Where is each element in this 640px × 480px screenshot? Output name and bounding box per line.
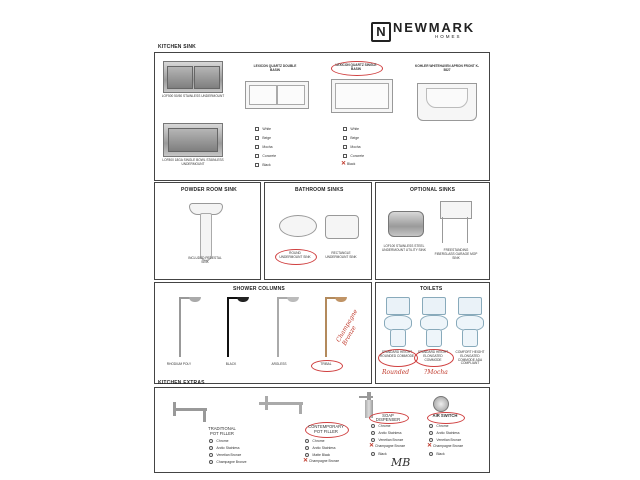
option-soap-black[interactable]: Black: [371, 452, 387, 456]
label-utility: LOF100 STAINLESS STEEL UNDERMOUNT UTILITY SINK: [382, 244, 426, 252]
logo-sub: HOMES: [435, 34, 462, 39]
sink-image-single-stainless: [163, 123, 223, 157]
sink-image-double-stainless: [163, 61, 223, 93]
option-trad-venetian[interactable]: Venetian Bronze: [209, 453, 241, 457]
label-lexicon-single: LEXICON QUARTZ SINGLE BASIN: [335, 63, 377, 71]
option-double-black[interactable]: Black: [255, 163, 271, 167]
label-toilet-1: STANDARD HEIGHT ROUNDED COMMODE: [380, 350, 414, 358]
toilet-image-2: [420, 297, 446, 347]
kitchen-sink-title: KITCHEN SINK: [158, 44, 196, 50]
option-double-white[interactable]: White: [255, 127, 271, 131]
label-lexicon-double: LEXICON QUARTZ DOUBLE BASIN: [253, 64, 297, 72]
utility-sink-image: [388, 211, 424, 237]
toilets-title: TOILETS: [420, 286, 443, 292]
air-switch-image: [433, 396, 449, 412]
handwritten-toilet-note-1: Rounded: [382, 369, 410, 376]
shower-columns-title: SHOWER COLUMNS: [233, 286, 285, 292]
kitchen-extras-title: KITCHEN EXTRAS: [158, 380, 205, 386]
bathroom-sinks-title: BATHROOM SINKS: [295, 187, 344, 193]
label-kohler: KOHLER WHITEHAVEN APRON FRONT K-5827: [415, 64, 479, 72]
label-lof500: LOF500 50/50 STAINLESS UNDERMOUNT: [161, 94, 225, 98]
handwritten-toilet-note-2: ?Mocha: [424, 369, 448, 376]
option-trad-chrome[interactable]: Chrome: [209, 439, 228, 443]
traditional-pot-filler-image: [173, 402, 207, 424]
check-x-icon: ✕: [369, 443, 375, 450]
logo-name: NEWMARK: [393, 20, 475, 35]
check-x-icon: ✕: [341, 161, 347, 168]
option-soap-arctic[interactable]: Arctic Stainless: [371, 431, 402, 435]
option-air-champagne[interactable]: ✕Champagne Bronze: [427, 443, 464, 450]
label-toilet-2: STANDARD HEIGHT ELONGATED COMMODE: [417, 350, 449, 362]
label-air: AIR SWITCH: [432, 413, 458, 418]
toilet-image-3: [456, 297, 482, 347]
selection-sheet-page: [146, 10, 490, 475]
handwritten-initials: MB: [391, 456, 411, 469]
check-x-icon: ✕: [303, 458, 309, 465]
label-soap: SOAP DISPENSER: [375, 413, 401, 422]
check-x-icon: ✕: [427, 443, 433, 450]
option-single-concrete[interactable]: Concrete: [343, 154, 364, 158]
garage-sink-image: [440, 201, 470, 243]
option-double-mocha[interactable]: Mocha: [255, 145, 273, 149]
sink-image-kohler-apron: [417, 83, 477, 121]
label-traditional: TRADITIONAL POT FILLER: [208, 426, 236, 436]
option-air-chrome[interactable]: Chrome: [429, 424, 448, 428]
powder-room-box: [154, 182, 261, 280]
optional-sinks-box: [375, 182, 490, 280]
shower-columns-box: SHOWER COLUMNS RHODIUM POLY BLACK ARGLESS TRIBAL Champagne Bronze: [154, 282, 372, 384]
option-single-beige[interactable]: Beige: [343, 136, 359, 140]
toilets-box: [375, 282, 490, 384]
option-cont-matte[interactable]: Matte Black: [305, 453, 330, 457]
option-single-mocha[interactable]: Mocha: [343, 145, 361, 149]
label-rect: RECTANGLE UNDERMOUNT SINK: [325, 251, 357, 259]
label-garage: FREESTANDING FIBERGLASS GARAGE MOP SINK: [434, 248, 478, 260]
option-single-black[interactable]: ✕Black: [341, 161, 356, 168]
pedestal-sink-image: [189, 203, 221, 263]
bathroom-sinks-box: [264, 182, 372, 280]
option-trad-champagne[interactable]: Champagne Bronze: [209, 460, 247, 464]
label-round: ROUND UNDERMOUNT SINK: [279, 251, 311, 259]
round-sink-image: [279, 215, 317, 237]
contemporary-pot-filler-image: [259, 396, 303, 418]
powder-room-title: POWDER ROOM SINK: [181, 187, 237, 193]
option-air-venetian[interactable]: Venetian Bronze: [429, 438, 461, 442]
option-air-arctic[interactable]: Arctic Stainless: [429, 431, 460, 435]
option-soap-venetian[interactable]: Venetian Bronze: [371, 438, 403, 442]
label-pedestal: INCLUDED PEDESTAL SINK: [188, 256, 222, 264]
option-single-white[interactable]: White: [343, 127, 359, 131]
option-air-black[interactable]: Black: [429, 452, 445, 456]
option-double-beige[interactable]: Beige: [255, 136, 271, 140]
toilet-image-1: [384, 297, 410, 347]
kitchen-extras-box: [154, 387, 490, 473]
label-toilet-3: COMFORT HEIGHT ELONGATED COMMODE ADA COMPLIANT: [455, 350, 485, 366]
sink-image-lexicon-single: [331, 79, 393, 113]
option-soap-champagne[interactable]: ✕Champagne Bronze: [369, 443, 406, 450]
option-cont-champagne[interactable]: ✕Champagne Bronze: [303, 458, 340, 465]
option-double-concrete[interactable]: Concrete: [255, 154, 276, 158]
option-soap-chrome[interactable]: Chrome: [371, 424, 390, 428]
label-contemporary: CONTEMPORARY POT FILLER: [308, 424, 344, 434]
option-trad-arctic[interactable]: Arctic Stainless: [209, 446, 240, 450]
option-cont-arctic[interactable]: Arctic Stainless: [305, 446, 336, 450]
handwritten-shower-note: Champagne Bronze: [334, 308, 360, 347]
logo-letter-box: N: [371, 22, 391, 42]
label-lof800: LOF800 18GA SINGLE BOWL STAINLESS UNDERMOUNT: [162, 158, 224, 166]
kitchen-sink-box: [154, 52, 490, 181]
newmark-logo: [371, 20, 491, 42]
rect-sink-image: [325, 215, 359, 239]
optional-sinks-title: OPTIONAL SINKS: [410, 187, 456, 193]
sink-image-lexicon-double: [245, 81, 309, 109]
option-cont-chrome[interactable]: Chrome: [305, 439, 324, 443]
